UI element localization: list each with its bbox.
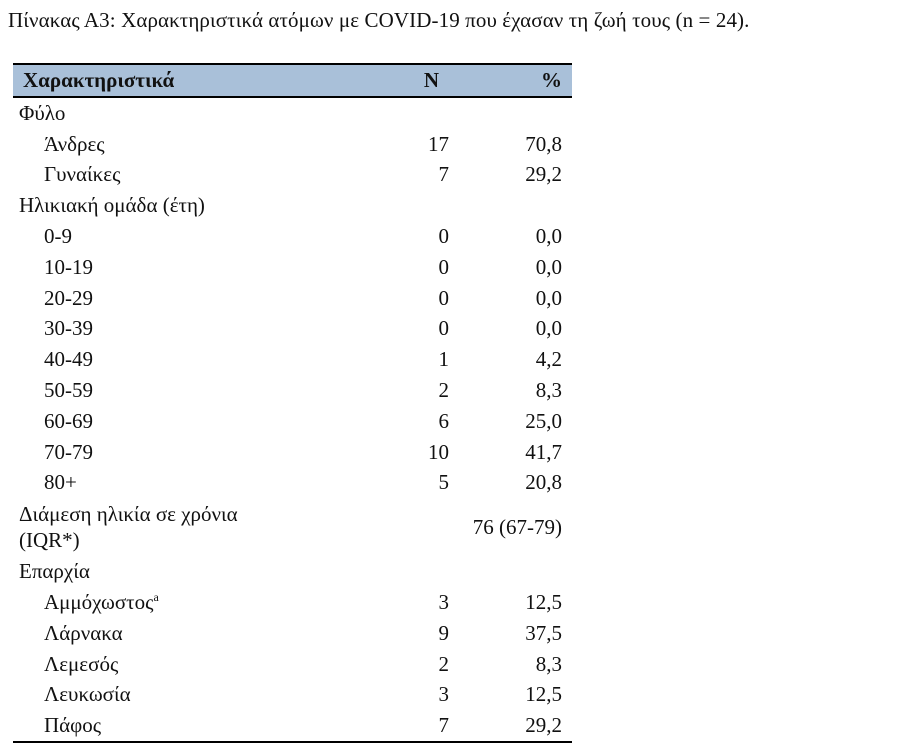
row-label: 20-29 [44,285,93,310]
table-row [13,587,572,618]
table-caption: Πίνακας Α3: Χαρακτηριστικά ατόμων με COVID-19 που έχασαν τη ζωή τους (n = 24). [8,8,750,32]
group-row-district [13,556,572,587]
row-label: Γυναίκες [44,162,121,187]
row-n: 0 [438,316,449,341]
row-label: 30-39 [44,316,93,341]
row-n: 7 [343,710,453,742]
table-row [13,649,572,680]
row-n: 9 [438,620,449,645]
row-percent: 29,2 [453,710,572,742]
median-value: 76 (67-79) [472,515,562,540]
group-label: Φύλο [19,100,66,125]
row-n: 6 [438,408,449,433]
table-row [13,437,572,468]
row-n: 2 [438,378,449,403]
table-row [13,252,572,283]
row-label: 40-49 [44,347,93,372]
row-percent: 12,5 [525,682,562,707]
row-label-text: Αμμόχωστος [44,590,154,615]
row-n: 2 [438,651,449,676]
row-label: Άνδρες [44,131,105,156]
row-n: 7 [438,162,449,187]
row-percent: 70,8 [525,131,562,156]
median-age-row [13,498,572,556]
row-label: 50-59 [44,378,93,403]
group-row-sex [13,97,572,129]
row-percent: 12,5 [525,590,562,615]
table-row [13,680,572,711]
header-n: N [343,64,453,97]
row-n: 3 [438,590,449,615]
header-characteristics: Χαρακτηριστικά [13,64,343,97]
row-label: 0-9 [44,224,72,249]
row-n: 17 [428,131,449,156]
row-label: Πάφος [13,710,343,742]
row-percent: 8,3 [535,651,562,676]
group-row-age [13,190,572,221]
row-label [13,587,343,618]
row-n: 0 [438,224,449,249]
row-label: Λάρνακα [44,620,123,645]
header-percent: % [453,64,572,97]
row-label: Λεμεσός [44,651,119,676]
table-row [13,618,572,649]
characteristics-table [13,63,572,743]
row-percent: 29,2 [525,162,562,187]
row-label: 70-79 [44,439,93,464]
table-row [13,468,572,499]
row-percent: 0,0 [535,285,562,310]
table-row [13,221,572,252]
row-label: Λευκωσία [44,682,131,707]
row-label: 60-69 [44,408,93,433]
row-n: 5 [438,470,449,495]
median-label [13,498,343,556]
row-percent: 4,2 [535,347,562,372]
row-n: 1 [438,347,449,372]
row-percent: 0,0 [535,224,562,249]
row-percent: 0,0 [535,254,562,279]
table-row [13,375,572,406]
table-row [13,283,572,314]
group-label: Επαρχία [19,559,90,584]
row-n: 10 [428,439,449,464]
table-header-row [13,64,572,97]
row-percent: 25,0 [525,408,562,433]
median-label-line2: (IQR*) [19,528,80,553]
table-row [13,314,572,345]
row-percent: 41,7 [525,439,562,464]
row-n: 3 [438,682,449,707]
row-n: 0 [438,285,449,310]
median-label-line1: Διάμεση ηλικία σε χρόνια [19,502,238,527]
row-label: 10-19 [44,254,93,279]
table-row [13,160,572,191]
footnote-marker: a [153,590,159,605]
row-percent: 20,8 [525,470,562,495]
table-row [13,710,572,742]
row-n: 0 [438,254,449,279]
group-label: Ηλικιακή ομάδα (έτη) [19,193,205,218]
row-percent: 8,3 [535,378,562,403]
row-label: 80+ [44,470,77,495]
table-row [13,129,572,160]
row-percent: 37,5 [525,620,562,645]
table-row [13,344,572,375]
row-percent: 0,0 [535,316,562,341]
table-row [13,406,572,437]
